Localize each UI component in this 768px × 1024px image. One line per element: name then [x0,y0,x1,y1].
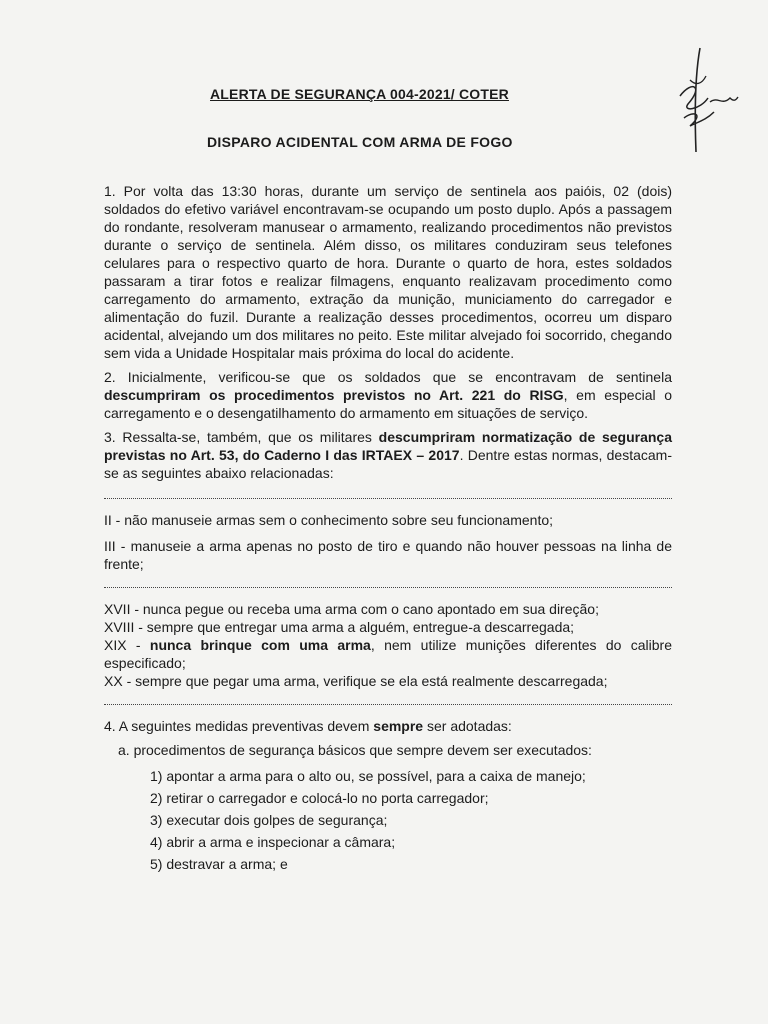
document-body [104,182,672,875]
paragraph-2 [104,368,672,422]
rule-item-iii: III - manuseie a arma apenas no posto de tiro e quando não houver pessoas na linha de frente; [104,538,672,572]
dotted-separator [104,577,672,588]
rule-item-xix [104,636,672,672]
rule-item-xix-number: XIX - [104,637,150,653]
step-item: 2) retirar o carregador e colocá-lo no porta carregador; [150,790,489,806]
step-item: 5) destravar a arma; e [150,856,288,872]
paragraph-3-text: 3. Ressalta-se, também, que os militares [104,429,379,445]
paragraph-4-text: 4. A seguintes medidas preventivas devem [104,718,374,734]
step-item: 1) apontar a arma para o alto ou, se possível, para a caixa de manejo; [150,768,586,784]
step-item: 3) executar dois golpes de segurança; [150,812,388,828]
document-title: ALERTA DE SEGURANÇA 004-2021/ COTER [210,86,509,102]
rule-item-ii: II - não manuseie armas sem o conhecimento sobre seu funcionamento; [104,512,554,528]
handwritten-signature [660,40,740,160]
rule-item-xvii: XVII - nunca pegue ou receba uma arma com o cano apontado em sua direção; [104,601,599,617]
paragraph-3-text-end: . Dentre estas normas, destacam-se as seguintes abaixo relacionadas: [104,447,672,481]
paragraph-4-text-end: ser adotadas: [423,718,512,734]
dotted-separator [104,488,672,499]
rule-item-xx: XX - sempre que pegar uma arma, verifique se ela está realmente descarregada; [104,673,608,689]
paragraph-2-emphasis: descumpriram os procedimentos previstos no Art. 221 do RISG [104,387,564,403]
rule-item-xviii: XVIII - sempre que entregar uma arma a alguém, entregue-a descarregada; [104,619,575,635]
paragraph-2-text: 2. Inicialmente, verificou-se que os soldados que se encontravam de sentinela [104,369,672,385]
paragraph-2-text-end: , em especial o carregamento e o desengatilhamento do armamento em situações de serviço. [104,387,672,421]
rule-item-xix-emphasis: nunca brinque com uma arma [149,637,371,653]
paragraph-4 [104,717,672,735]
steps-list [150,765,672,875]
paragraph-4-emphasis: sempre [373,718,424,734]
paragraph-1: 1. Por volta das 13:30 horas, durante um serviço de sentinela aos paióis, 02 (dois) soldados do efetivo variável encontravam-se ocupando um posto duplo. Após a passagem do rondante, resolveram manusear o armamento, realizando procedimentos não previstos durante o serviço de sentinela. Além disso, os militares conduziram seus telefones celulares para o respectivo quarto de hora. Durante o quarto de hora, estes soldados passaram a tirar fotos e realizar filmagens, enquanto realizavam procedimento como carregamento do armamento, extração da munição, municiamento do carregador e alimentação do fuzil. Durante a realização desses procedimentos, ocorreu um disparo acidental, alvejando um dos militares no peito. Este militar alvejado foi socorrido, chegando sem vida a Unidade Hospitalar mais próxima do local do acidente. [104,183,672,361]
sub-item-a: a. procedimentos de segurança básicos que sempre devem ser executados: [118,742,592,758]
document-subtitle: DISPARO ACIDENTAL COM ARMA DE FOGO [207,134,513,150]
paragraph-3 [104,428,672,482]
paragraph-3-emphasis: descumpriram normatização de segurança previstas no Art. 53, do Caderno I das IRTAEX – 2017 [104,429,673,463]
dotted-separator [104,694,672,705]
step-item: 4) abrir a arma e inspecionar a câmara; [150,834,396,850]
rule-item-xix-text: , nem utilize munições diferentes do calibre especificado; [104,637,672,671]
